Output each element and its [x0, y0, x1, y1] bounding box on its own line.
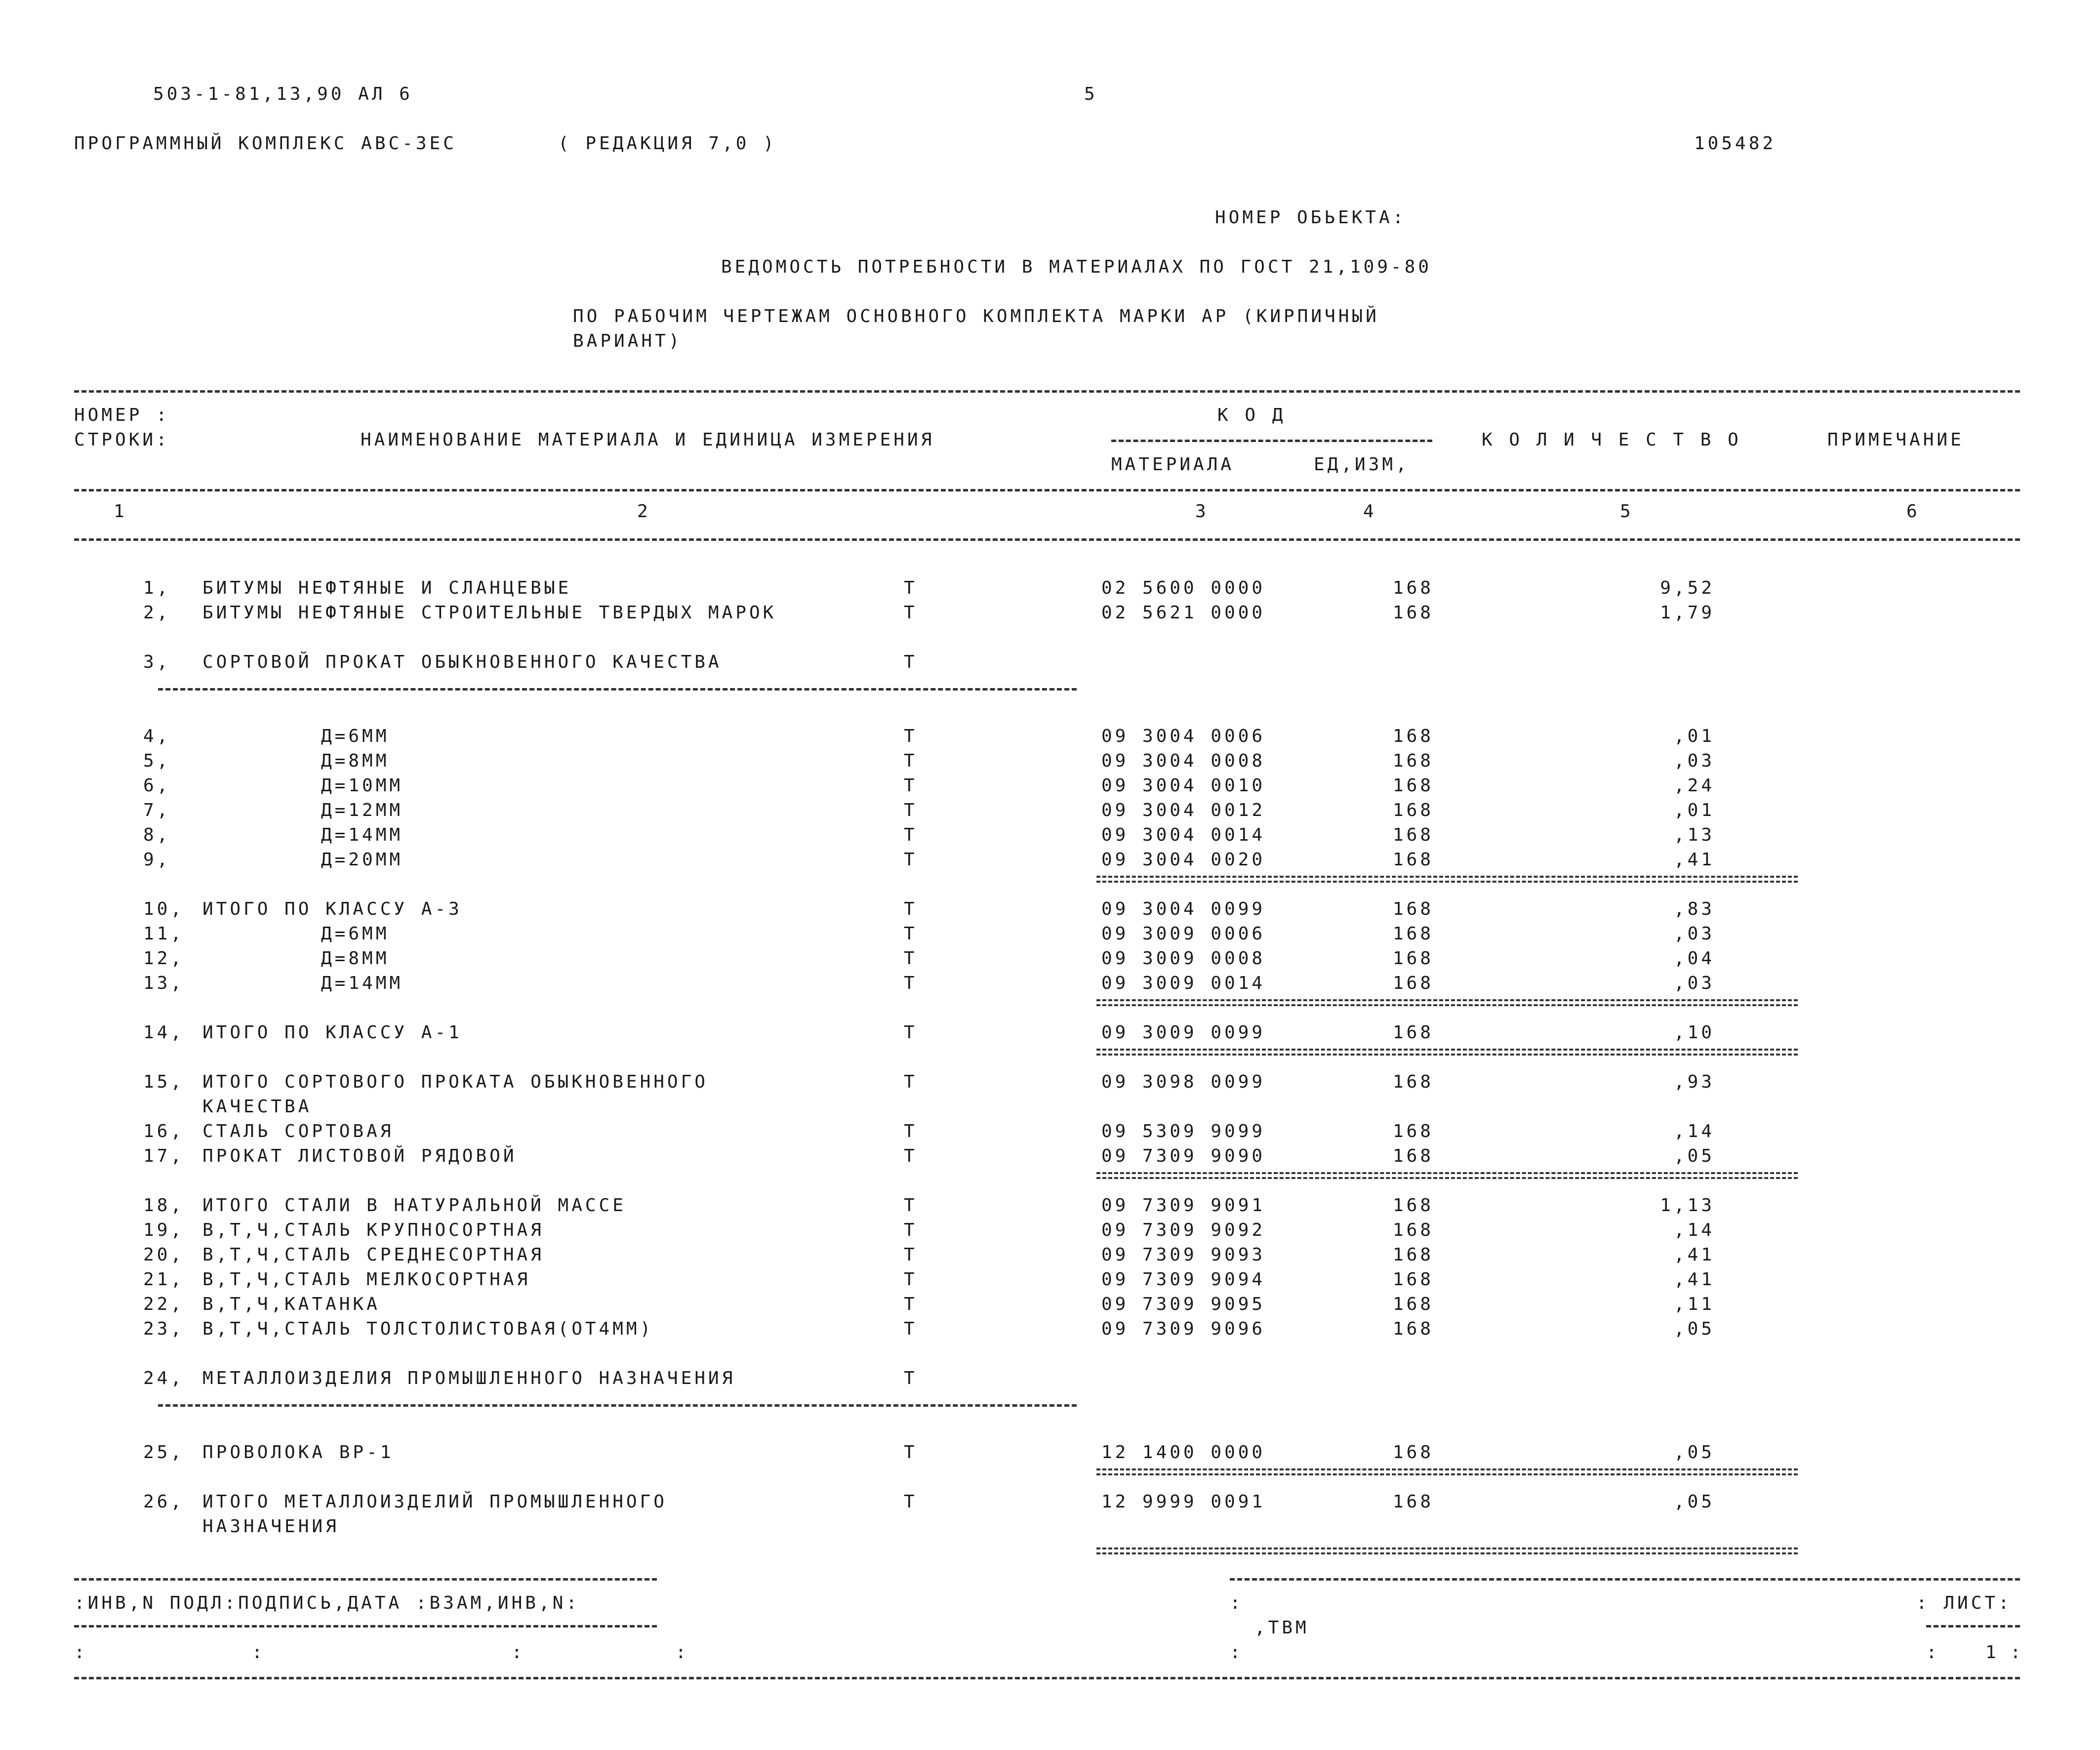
unit: Т	[904, 1195, 918, 1216]
material-code: 09 3009 0006	[1101, 924, 1266, 944]
col-row-no-2: СТРОКИ:	[74, 430, 170, 450]
stamp-left-bar: :	[1230, 1593, 1244, 1613]
table-row-cont	[0, 1097, 2100, 1121]
rule-code-split	[1111, 440, 1432, 442]
stamp-rule-bottom	[74, 1677, 2020, 1679]
material-code: 02 5621 0000	[1101, 603, 1266, 623]
table-row	[0, 850, 2100, 874]
material-code: 09 3009 0099	[1101, 1022, 1266, 1043]
row-number: 6,	[143, 775, 171, 796]
total-rule	[1096, 1049, 1798, 1056]
material-code: 09 7309 9092	[1101, 1220, 1266, 1240]
row-number: 21,	[143, 1269, 185, 1290]
unit-code: 168	[1393, 603, 1434, 623]
table-row	[0, 652, 2100, 677]
material-name: Д=10ММ	[321, 775, 404, 796]
unit: Т	[904, 899, 918, 919]
unit-code: 168	[1393, 1072, 1434, 1092]
quantity: 1,79	[1660, 603, 1715, 623]
col-code-unit: ЕД,ИЗМ,	[1314, 454, 1410, 475]
material-code: 09 3009 0014	[1101, 973, 1266, 993]
page-number: 5	[1084, 84, 1098, 104]
unit-code: 168	[1393, 800, 1434, 820]
program-name: ПРОГРАММНЫЙ КОМПЛЕКС АВС-3ЕС	[74, 133, 457, 154]
quantity: ,01	[1673, 800, 1715, 820]
material-code: 12 1400 0000	[1101, 1442, 1266, 1463]
material-code: 12 9999 0091	[1101, 1492, 1266, 1512]
unit-code: 168	[1393, 1319, 1434, 1339]
unit: Т	[904, 603, 918, 623]
material-name: МЕТАЛЛОИЗДЕЛИЯ ПРОМЫШЛЕННОГО НАЗНАЧЕНИЯ	[202, 1368, 736, 1388]
material-name: ПРОВОЛОКА ВР-1	[202, 1442, 394, 1463]
material-name: В,Т,Ч,КАТАНКА	[202, 1294, 380, 1314]
unit: Т	[904, 800, 918, 820]
quantity: ,10	[1673, 1022, 1715, 1043]
material-code: 02 5600 0000	[1101, 578, 1266, 598]
material-code: 09 3009 0008	[1101, 948, 1266, 969]
unit-code: 168	[1393, 1245, 1434, 1265]
unit: Т	[904, 1294, 918, 1314]
material-name: ПРОКАТ ЛИСТОВОЙ РЯДОВОЙ	[202, 1146, 517, 1166]
total-rule	[1096, 876, 1798, 883]
material-name: В,Т,Ч,СТАЛЬ КРУПНОСОРТНАЯ	[202, 1220, 544, 1240]
table-row	[0, 1195, 2100, 1220]
material-name-cont: КАЧЕСТВА	[202, 1097, 312, 1117]
material-code: 09 3004 0008	[1101, 751, 1266, 771]
quantity: ,04	[1673, 948, 1715, 969]
material-name: ИТОГО СОРТОВОГО ПРОКАТА ОБЫКНОВЕННОГО	[202, 1072, 708, 1092]
unit-code: 168	[1393, 1220, 1434, 1240]
col-name-header: НАИМЕНОВАНИЕ МАТЕРИАЛА И ЕДИНИЦА ИЗМЕРЕНИЯ	[361, 430, 935, 450]
material-name: Д=8ММ	[321, 751, 390, 771]
doc-code: 503-1-81,13,90 АЛ 6	[153, 84, 413, 104]
row-number: 8,	[143, 825, 171, 845]
material-code: 09 3004 0012	[1101, 800, 1266, 820]
material-name: ИТОГО СТАЛИ В НАТУРАЛЬНОЙ МАССЕ	[202, 1195, 626, 1216]
unit-code: 168	[1393, 578, 1434, 598]
unit: Т	[904, 1072, 918, 1092]
table-row	[0, 1442, 2100, 1467]
quantity: ,14	[1673, 1220, 1715, 1240]
row-number: 23,	[143, 1319, 185, 1339]
quantity: ,03	[1673, 973, 1715, 993]
row-number: 19,	[143, 1220, 185, 1240]
col-note-header: ПРИМЕЧАНИЕ	[1827, 430, 1964, 450]
material-code: 09 7309 9094	[1101, 1269, 1266, 1290]
total-rule	[1096, 1468, 1798, 1475]
material-code: 09 3004 0099	[1101, 899, 1266, 919]
quantity: ,05	[1673, 1492, 1715, 1512]
rule-header-bottom	[74, 489, 2020, 491]
row-number: 24,	[143, 1368, 185, 1388]
table-row	[0, 1368, 2100, 1393]
unit-code: 168	[1393, 1195, 1434, 1216]
stamp-rule-top-right	[1230, 1578, 2020, 1581]
unit: Т	[904, 948, 918, 969]
unit-code: 168	[1393, 1121, 1434, 1141]
table-row	[0, 924, 2100, 948]
quantity: ,01	[1673, 726, 1715, 746]
material-code: 09 7309 9095	[1101, 1294, 1266, 1314]
unit-code: 168	[1393, 924, 1434, 944]
section-rule	[158, 688, 1077, 691]
table-row-cont	[0, 1516, 2100, 1541]
row-number: 14,	[143, 1022, 185, 1043]
row-number: 2,	[143, 603, 171, 623]
material-code: 09 7309 9096	[1101, 1319, 1266, 1339]
total-rule	[1096, 999, 1798, 1006]
material-code: 09 7309 9090	[1101, 1146, 1266, 1166]
unit: Т	[904, 1146, 918, 1166]
row-number: 10,	[143, 899, 185, 919]
quantity: ,41	[1673, 850, 1715, 870]
material-name-cont: НАЗНАЧЕНИЯ	[202, 1516, 339, 1537]
unit: Т	[904, 1022, 918, 1043]
row-number: 12,	[143, 948, 185, 969]
section-rule	[158, 1404, 1077, 1407]
quantity: ,93	[1673, 1072, 1715, 1092]
unit-code: 168	[1393, 1442, 1434, 1463]
row-number: 3,	[143, 652, 171, 672]
material-name: СОРТОВОЙ ПРОКАТ ОБЫКНОВЕННОГО КАЧЕСТВА	[202, 652, 722, 672]
table-row	[0, 1492, 2100, 1516]
table-row	[0, 973, 2100, 998]
sheet-number: 1	[1985, 1642, 1999, 1663]
unit-code: 168	[1393, 775, 1434, 796]
quantity: ,11	[1673, 1294, 1715, 1314]
unit-code: 168	[1393, 1294, 1434, 1314]
unit: Т	[904, 652, 918, 672]
material-name: ИТОГО ПО КЛАССУ А-3	[202, 899, 462, 919]
unit: Т	[904, 726, 918, 746]
unit: Т	[904, 924, 918, 944]
unit-code: 168	[1393, 1146, 1434, 1166]
row-number: 13,	[143, 973, 185, 993]
document-subtitle-cont: ВАРИАНТ)	[573, 331, 683, 351]
table-row	[0, 1022, 2100, 1047]
quantity: ,83	[1673, 899, 1715, 919]
table-row	[0, 775, 2100, 800]
row-number: 16,	[143, 1121, 185, 1141]
unit: Т	[904, 1368, 918, 1388]
row-number: 22,	[143, 1294, 185, 1314]
unit: Т	[904, 1121, 918, 1141]
unit-code: 168	[1393, 1492, 1434, 1512]
material-code: 09 3004 0010	[1101, 775, 1266, 796]
row-number: 25,	[143, 1442, 185, 1463]
doc-number: 105482	[1694, 133, 1777, 154]
row-number: 15,	[143, 1072, 185, 1092]
table-row	[0, 1269, 2100, 1294]
quantity: ,03	[1673, 751, 1715, 771]
quantity: ,05	[1673, 1442, 1715, 1463]
material-code: 09 7309 9093	[1101, 1245, 1266, 1265]
unit: Т	[904, 1319, 918, 1339]
col-num-6: 6	[1906, 501, 1920, 522]
row-number: 20,	[143, 1245, 185, 1265]
quantity: ,24	[1673, 775, 1715, 796]
unit: Т	[904, 973, 918, 993]
unit: Т	[904, 825, 918, 845]
unit-code: 168	[1393, 948, 1434, 969]
rule-top	[74, 390, 2020, 393]
total-rule	[1096, 1172, 1798, 1179]
material-name: В,Т,Ч,СТАЛЬ СРЕДНЕСОРТНАЯ	[202, 1245, 544, 1265]
total-rule	[1096, 1547, 1798, 1554]
unit: Т	[904, 850, 918, 870]
col-quantity-header: К О Л И Ч Е С Т В О	[1482, 430, 1741, 450]
table-row	[0, 1146, 2100, 1171]
stamp-signatures: :ИНВ,N ПОДЛ:ПОДПИСЬ,ДАТА :ВЗАМ,ИНВ,N:	[74, 1593, 580, 1613]
material-code: 09 3004 0020	[1101, 850, 1266, 870]
unit-code: 168	[1393, 899, 1434, 919]
row-number: 5,	[143, 751, 171, 771]
material-name: Д=14ММ	[321, 973, 404, 993]
material-name: Д=6ММ	[321, 924, 390, 944]
row-number: 1,	[143, 578, 171, 598]
quantity: ,13	[1673, 825, 1715, 845]
table-row	[0, 948, 2100, 973]
stamp-rule-mid	[74, 1625, 657, 1628]
rule-nums-bottom	[74, 538, 2020, 541]
material-code: 09 3004 0006	[1101, 726, 1266, 746]
document-title: ВЕДОМОСТЬ ПОТРЕБНОСТИ В МАТЕРИАЛАХ ПО ГОСТ 21,109-80	[721, 257, 1432, 277]
unit-code: 168	[1393, 726, 1434, 746]
unit: Т	[904, 1269, 918, 1290]
row-number: 9,	[143, 850, 171, 870]
table-row	[0, 1294, 2100, 1319]
row-number: 4,	[143, 726, 171, 746]
table-row	[0, 1245, 2100, 1269]
quantity: ,41	[1673, 1245, 1715, 1265]
unit-code: 168	[1393, 973, 1434, 993]
material-name: ИТОГО МЕТАЛЛОИЗДЕЛИЙ ПРОМЫШЛЕННОГО	[202, 1492, 667, 1512]
stamp-rule-top	[74, 1578, 657, 1581]
col-code-header: К О Д	[1217, 405, 1286, 425]
row-number: 18,	[143, 1195, 185, 1216]
table-row	[0, 899, 2100, 924]
table-row	[0, 800, 2100, 825]
stamp-cells: : : : :	[74, 1642, 689, 1663]
table-row	[0, 578, 2100, 603]
material-code: 09 3098 0099	[1101, 1072, 1266, 1092]
unit-code: 168	[1393, 850, 1434, 870]
unit: Т	[904, 1220, 918, 1240]
unit-code: 168	[1393, 1022, 1434, 1043]
program-edition: ( РЕДАКЦИЯ 7,0 )	[558, 133, 777, 154]
unit: Т	[904, 1442, 918, 1463]
quantity: ,05	[1673, 1146, 1715, 1166]
unit: Т	[904, 751, 918, 771]
sheet-rule-mid	[1926, 1625, 2020, 1628]
material-name: Д=12ММ	[321, 800, 404, 820]
col-num-5: 5	[1620, 501, 1634, 522]
col-code-material: МАТЕРИАЛА	[1111, 454, 1235, 475]
table-row	[0, 726, 2100, 751]
material-code: 09 5309 9099	[1101, 1121, 1266, 1141]
material-name: СТАЛЬ СОРТОВАЯ	[202, 1121, 394, 1141]
quantity: ,03	[1673, 924, 1715, 944]
material-name: Д=14ММ	[321, 825, 404, 845]
format-code: ,ТВМ	[1254, 1618, 1309, 1638]
row-number: 11,	[143, 924, 185, 944]
table-row	[0, 751, 2100, 775]
col-num-3: 3	[1195, 501, 1209, 522]
unit-code: 168	[1393, 751, 1434, 771]
row-number: 17,	[143, 1146, 185, 1166]
row-number: 7,	[143, 800, 171, 820]
table-row	[0, 1220, 2100, 1245]
object-number-label: НОМЕР ОБЬЕКТА:	[1215, 207, 1407, 228]
unit: Т	[904, 578, 918, 598]
unit-code: 168	[1393, 1269, 1434, 1290]
material-code: 09 7309 9091	[1101, 1195, 1266, 1216]
table-row	[0, 1319, 2100, 1343]
quantity: ,14	[1673, 1121, 1715, 1141]
material-name: Д=8ММ	[321, 948, 390, 969]
sheet-label: : ЛИСТ:	[1916, 1593, 2012, 1613]
material-name: Д=20ММ	[321, 850, 404, 870]
table-row	[0, 825, 2100, 850]
sheet-left-bar: :	[1926, 1642, 1940, 1663]
table-row	[0, 1072, 2100, 1097]
unit: Т	[904, 1492, 918, 1512]
unit: Т	[904, 775, 918, 796]
document-subtitle: ПО РАБОЧИМ ЧЕРТЕЖАМ ОСНОВНОГО КОМПЛЕКТА МАРКИ АР (КИРПИЧНЫЙ	[573, 306, 1379, 326]
quantity: ,05	[1673, 1319, 1715, 1339]
col-num-2: 2	[637, 501, 651, 522]
material-name: БИТУМЫ НЕФТЯНЫЕ СТРОИТЕЛЬНЫЕ ТВЕРДЫХ МАРОК	[202, 603, 777, 623]
quantity: ,41	[1673, 1269, 1715, 1290]
table-row	[0, 1121, 2100, 1146]
stamp-left-bar-2: :	[1230, 1642, 1244, 1663]
quantity: 9,52	[1660, 578, 1715, 598]
col-num-1: 1	[114, 501, 127, 522]
table-row	[0, 603, 2100, 627]
material-name: В,Т,Ч,СТАЛЬ ТОЛСТОЛИСТОВАЯ(ОТ4ММ)	[202, 1319, 654, 1339]
col-num-4: 4	[1363, 501, 1377, 522]
unit-code: 168	[1393, 825, 1434, 845]
material-name: ИТОГО ПО КЛАССУ А-1	[202, 1022, 462, 1043]
material-name: Д=6ММ	[321, 726, 390, 746]
col-row-no-1: НОМЕР :	[74, 405, 170, 425]
quantity: 1,13	[1660, 1195, 1715, 1216]
material-code: 09 3004 0014	[1101, 825, 1266, 845]
unit: Т	[904, 1245, 918, 1265]
material-name: В,Т,Ч,СТАЛЬ МЕЛКОСОРТНАЯ	[202, 1269, 531, 1290]
material-name: БИТУМЫ НЕФТЯНЫЕ И СЛАНЦЕВЫЕ	[202, 578, 572, 598]
sheet-right-bar: :	[2010, 1642, 2024, 1663]
row-number: 26,	[143, 1492, 185, 1512]
